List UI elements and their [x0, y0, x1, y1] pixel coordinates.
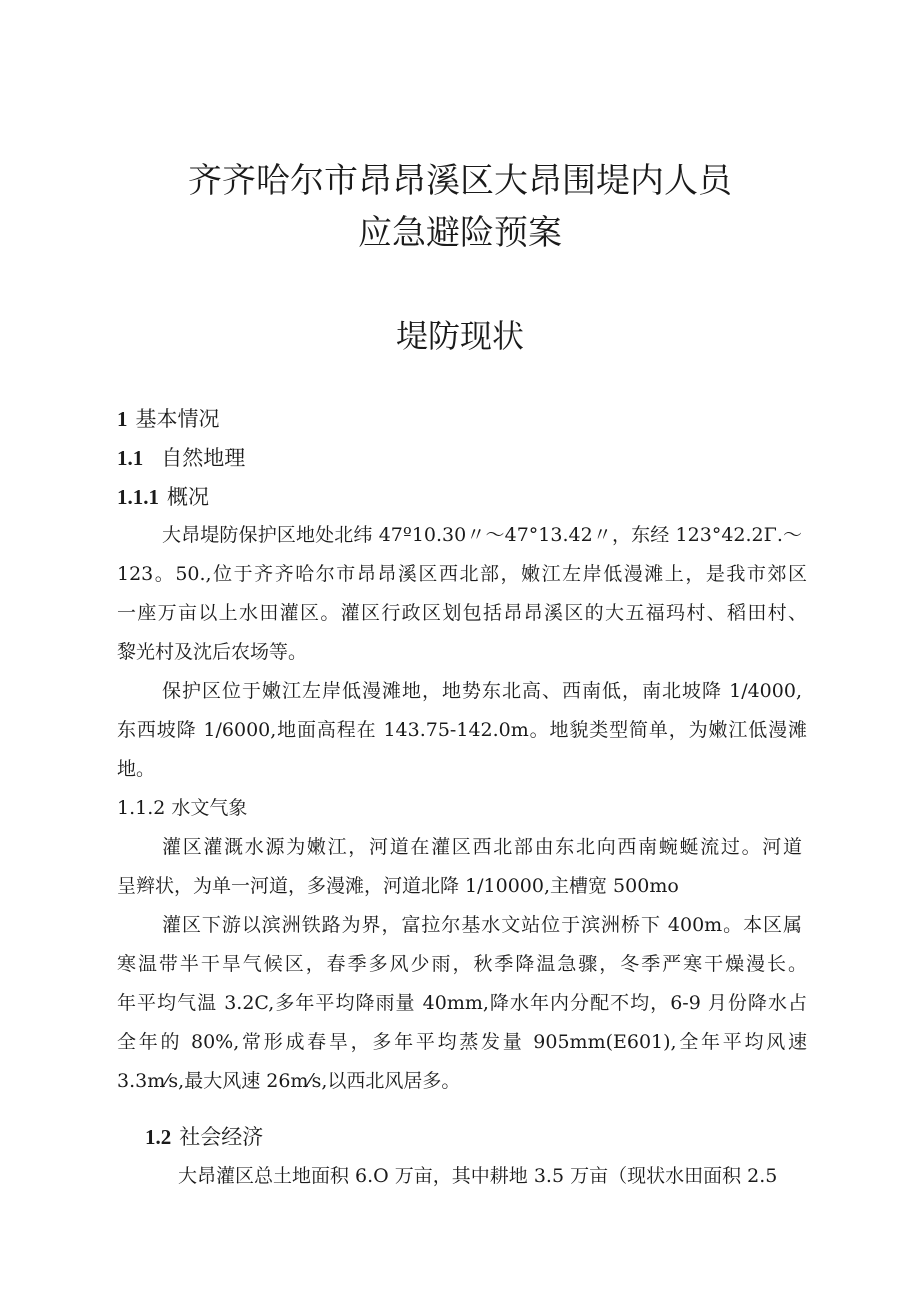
document-title-line-2: 应急避险预案 — [358, 213, 562, 253]
paragraph-line: 年平均气温 3.2C,多年平均降雨量 40mm,降水年内分配不均，6-9 月份降水占 — [117, 992, 807, 1014]
paragraph-line: 东西坡降 1/6000,地面高程在 143.75-142.0m。地貌类型简单，为嫩江低漫滩 — [117, 719, 807, 741]
paragraph-line: 一座万亩以上水田灌区。灌区行政区划包括昂昂溪区的大五福玛村、稻田村、 — [117, 602, 807, 624]
heading-number: 1.2 — [145, 1125, 172, 1149]
paragraph-line: 123。50.,位于齐齐哈尔市昂昂溪区西北部，嫩江左岸低漫滩上，是我市郊区 — [117, 563, 807, 585]
paragraph-line: 大昂堤防保护区地处北纬 47º10.30〃～47°13.42〃，东经 123°42.2Γ.～ — [162, 524, 802, 546]
heading-hydrology-meteorology: 1.1.2 水文气象 — [117, 797, 248, 819]
heading-natural-geography — [117, 445, 807, 471]
heading-number: 1.1 — [117, 446, 144, 470]
paragraph-line: 3.3m⁄s,最大风速 26m⁄s,以西北风居多。 — [117, 1070, 461, 1092]
section-title: 堤防现状 — [395, 317, 524, 355]
paragraph-line: 地。 — [117, 758, 156, 780]
heading-text: 社会经济 — [179, 1125, 264, 1149]
heading-overview — [117, 484, 807, 510]
heading-text: 基本情况 — [135, 407, 220, 431]
heading-social-economy — [145, 1124, 805, 1150]
paragraph-line: 黎光村及沈后农场等。 — [117, 641, 308, 663]
paragraph-line: 呈辫状，为单一河道，多漫滩，河道北降 1/10000,主槽宽 500mo — [117, 875, 679, 897]
paragraph-line: 保护区位于嫩江左岸低漫滩地，地势东北高、西南低，南北坡降 1/4000, — [162, 680, 802, 702]
heading-text: 自然地理 — [161, 446, 246, 470]
paragraph-line: 寒温带半干旱气候区，春季多风少雨，秋季降温急骤，冬季严寒干燥漫长。 — [117, 953, 807, 975]
heading-number: 1.1.1 — [117, 485, 159, 509]
paragraph-line: 大昂灌区总土地面积 6.O 万亩，其中耕地 3.5 万亩（现状水田面积 2.5 — [178, 1165, 778, 1187]
heading-basic-situation — [117, 406, 807, 432]
paragraph-line: 灌区灌溉水源为嫩江，河道在灌区西北部由东北向西南蜿蜒流过。河道 — [162, 836, 802, 858]
paragraph-line: 灌区下游以滨洲铁路为界，富拉尔基水文站位于滨洲桥下 400m。本区属 — [162, 914, 802, 936]
paragraph-line: 全年的 80%,常形成春旱，多年平均蒸发量 905mm(E601),全年平均风速 — [117, 1031, 807, 1053]
document-title-line-1: 齐齐哈尔市昂昂溪区大昂围堤内人员 — [188, 161, 732, 201]
heading-number: 1 — [117, 407, 128, 431]
heading-text: 概况 — [167, 485, 209, 509]
